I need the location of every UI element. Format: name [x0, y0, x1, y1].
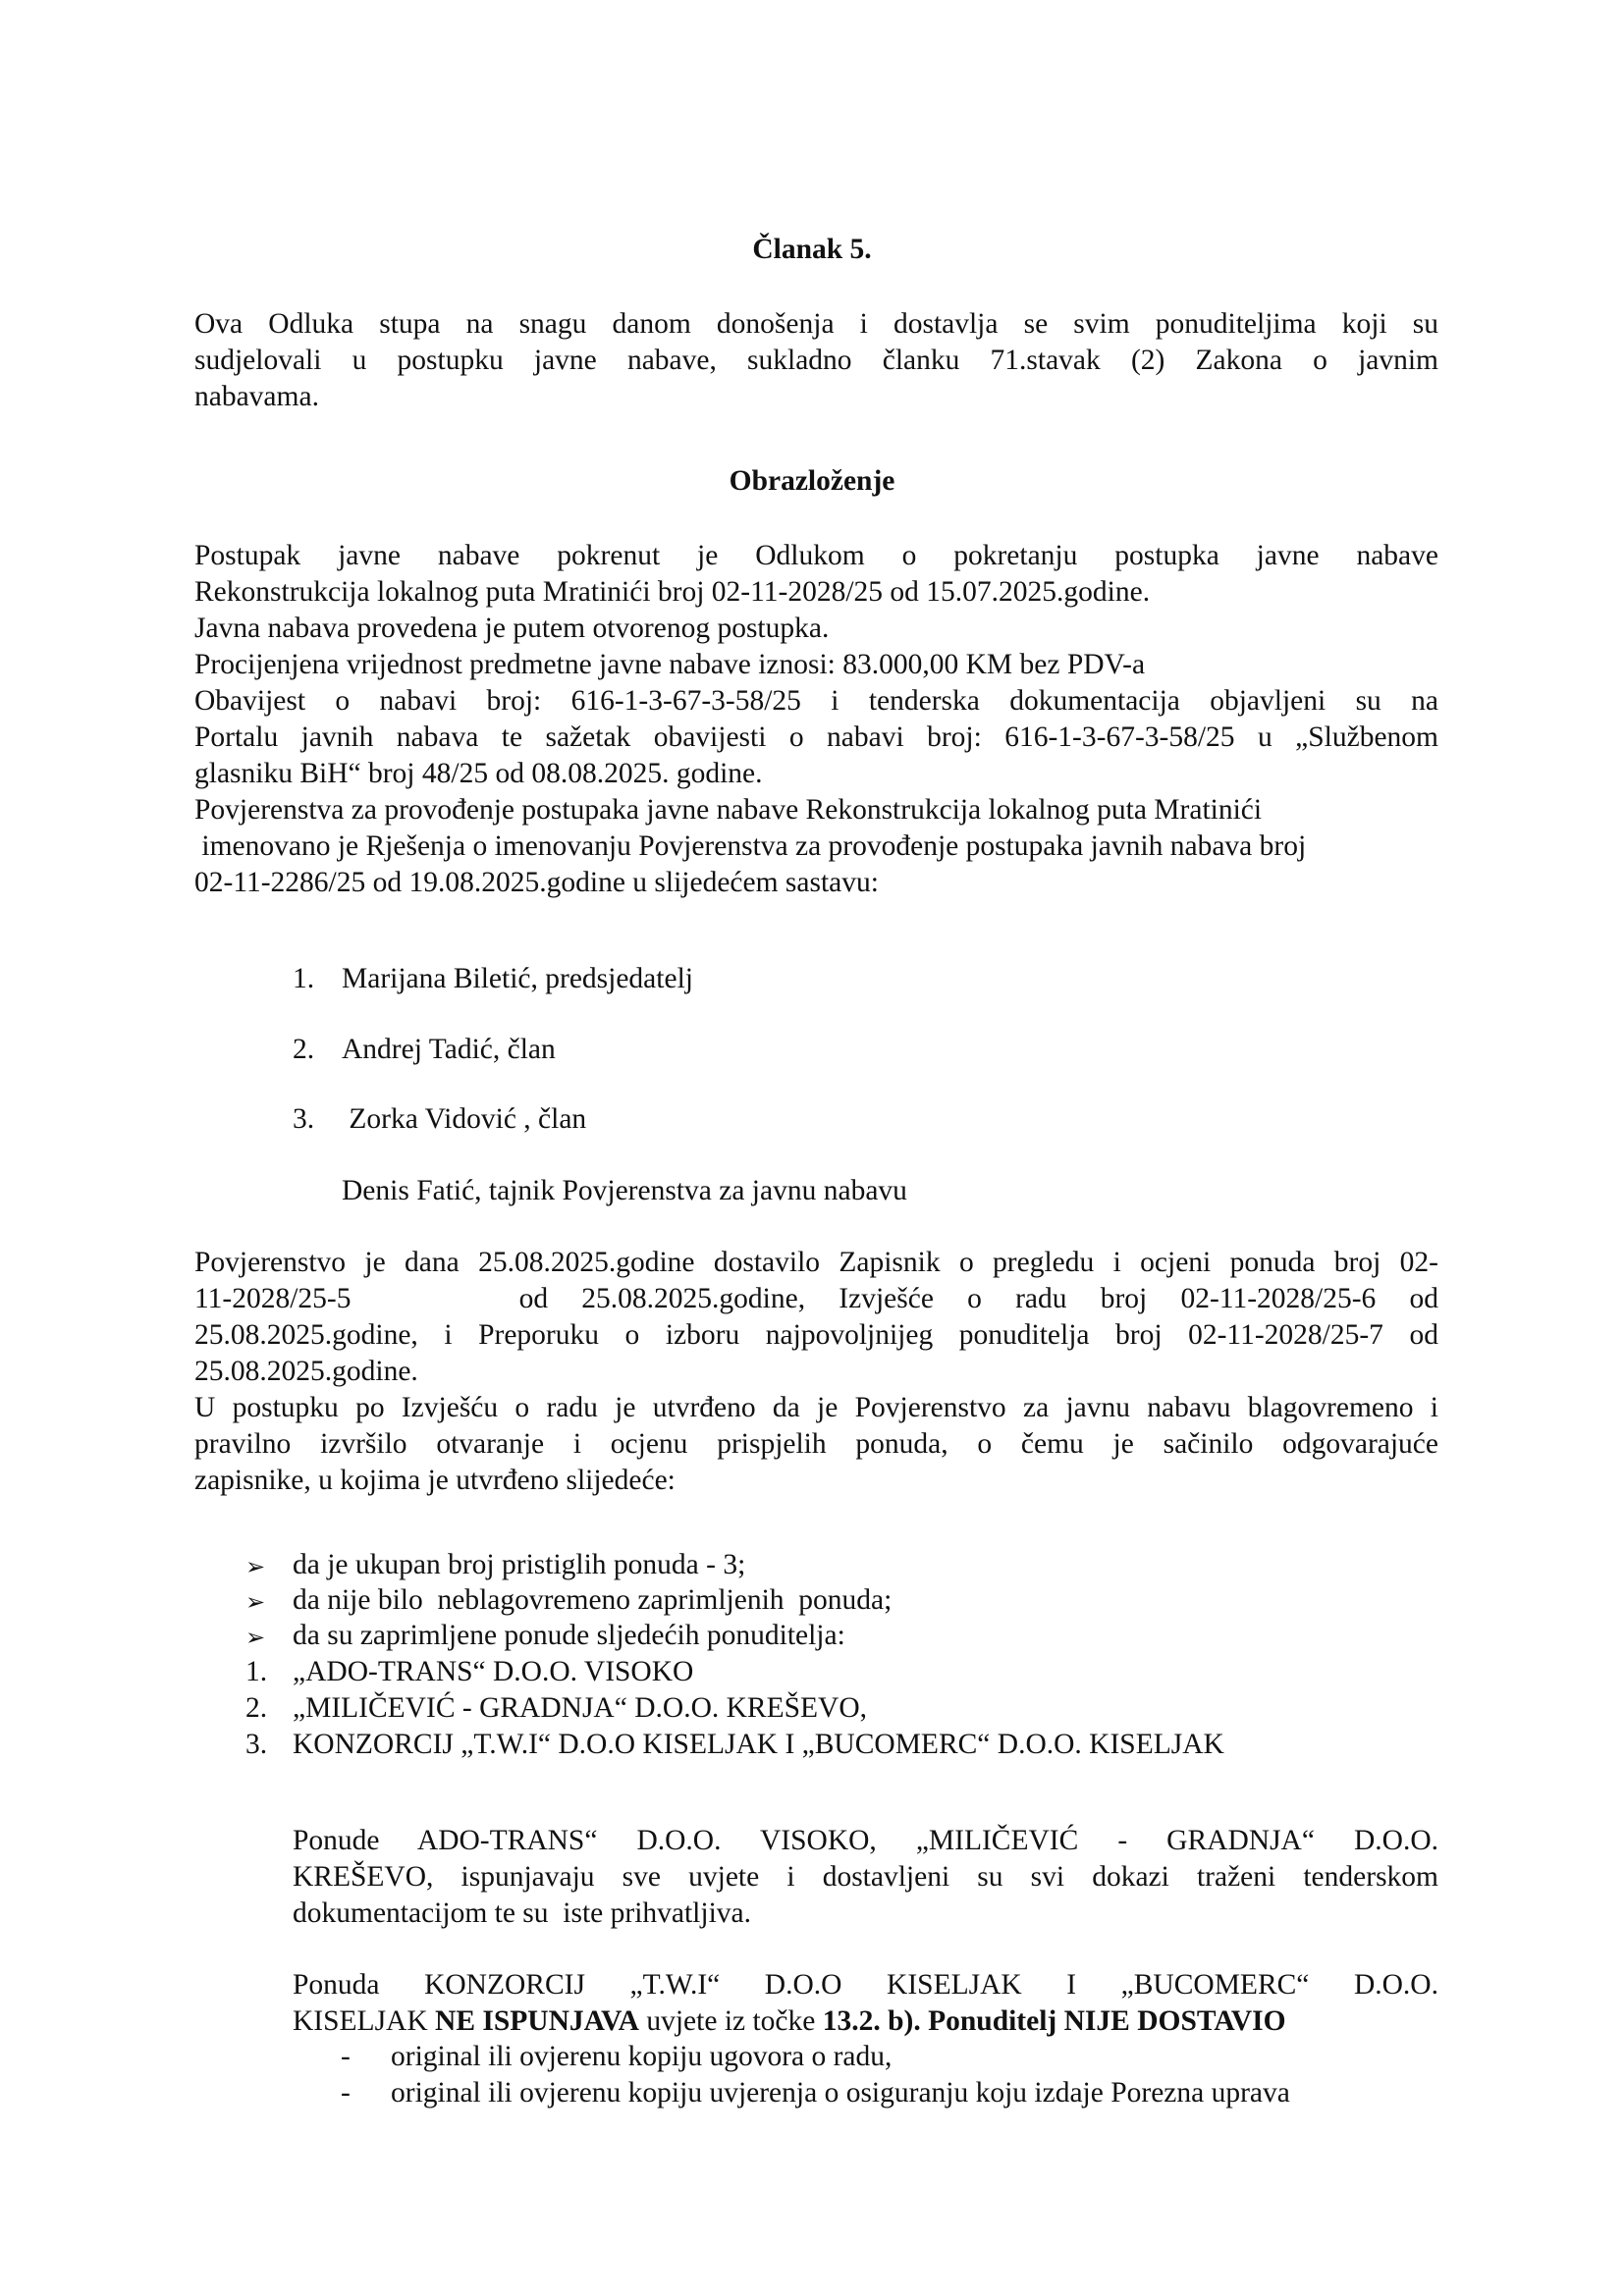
dash-bullet: -	[341, 2041, 351, 2072]
text-line: Ponude ADO-TRANS“ D.O.O. VISOKO, „MILIČEVIĆ - GRADNJA“ D.O.O.	[293, 1825, 1438, 1856]
dash-bullet: -	[341, 2077, 351, 2109]
text-line: zapisnike, u kojima je utvrđeno slijedeće:	[194, 1465, 676, 1496]
list-number: 3.	[245, 1729, 268, 1760]
list-number: 1.	[245, 1656, 268, 1687]
arrow-bullet-icon: ➢	[245, 1626, 266, 1651]
text-line: dokumentacijom te su iste prihvatljiva.	[293, 1897, 751, 1929]
text-line: KREŠEVO, ispunjavaju sve uvjete i dostavljeni su svi dokazi traženi tenderskom	[293, 1861, 1438, 1893]
list-item: original ili ovjerenu kopiju uvjerenja o osiguranju koju izdaje Porezna uprava	[391, 2077, 1290, 2109]
list-number: 1.	[293, 963, 315, 994]
list-number: 2.	[293, 1034, 315, 1065]
list-number: 3.	[293, 1103, 315, 1135]
article-title: Članak 5.	[752, 234, 872, 265]
text-line: imenovano je Rješenja o imenovanju Povjerenstva za provođenje postupaka javnih nabava broj	[194, 830, 1307, 862]
list-item: original ili ovjerenu kopiju ugovora o radu,	[391, 2041, 893, 2072]
emphasis-text: 13.2. b). Ponuditelj NIJE DOSTAVIO	[822, 2005, 1286, 2037]
list-item: Andrej Tadić, član	[342, 1034, 556, 1065]
list-item: „ADO-TRANS“ D.O.O. VISOKO	[293, 1656, 694, 1687]
text-line: glasniku BiH“ broj 48/25 od 08.08.2025. godine.	[194, 758, 763, 789]
text-line: Javna nabava provedena je putem otvorenog postupka.	[194, 613, 830, 644]
text-line: 11-2028/25-5 od 25.08.2025.godine, Izvješće o radu broj 02-11-2028/25-6 od	[194, 1283, 1438, 1314]
list-item: „MILIČEVIĆ - GRADNJA“ D.O.O. KREŠEVO,	[293, 1692, 868, 1724]
list-item: da je ukupan broj pristiglih ponuda - 3;	[293, 1549, 746, 1580]
text-line: Portalu javnih nabava te sažetak obavijesti o nabavi broj: 616-1-3-67-3-58/25 u „Službenom	[194, 721, 1438, 753]
arrow-bullet-icon: ➢	[245, 1555, 266, 1580]
list-item: da nije bilo neblagovremeno zaprimljenih ponuda;	[293, 1584, 893, 1616]
text-line: Postupak javne nabave pokrenut je Odlukom o pokretanju postupka javne nabave	[194, 540, 1438, 571]
text-line: Obavijest o nabavi broj: 616-1-3-67-3-58/25 i tenderska dokumentacija objavljeni su na	[194, 685, 1438, 717]
list-item: KONZORCIJ „T.W.I“ D.O.O KISELJAK I „BUCOMERC“ D.O.O. KISELJAK	[293, 1729, 1224, 1760]
list-item: Marijana Biletić, predsjedatelj	[342, 963, 693, 994]
text-line: 25.08.2025.godine.	[194, 1356, 418, 1387]
text-line: Povjerenstva za provođenje postupaka javne nabave Rekonstrukcija lokalnog puta Mratinići	[194, 794, 1263, 826]
text-fragment: uvjete iz točke	[638, 2005, 823, 2037]
text-line	[293, 2003, 1438, 2040]
secretary-line: Denis Fatić, tajnik Povjerenstva za javnu nabavu	[342, 1175, 907, 1206]
report-paragraph	[194, 1245, 1438, 1499]
rejected-paragraph	[293, 1967, 1438, 2040]
text-line: pravilno izvršilo otvaranje i ocjenu prispjelih ponuda, o čemu je sačinilo odgovarajuće	[194, 1428, 1438, 1460]
list-item: Zorka Vidović , član	[342, 1103, 587, 1135]
text-line: U postupku po Izvješću o radu je utvrđeno da je Povjerenstvo za javnu nabavu blagovremeno i	[194, 1392, 1438, 1423]
text-fragment: KISELJAK	[293, 2005, 436, 2037]
emphasis-text: NE ISPUNJAVA	[435, 2005, 639, 2037]
acceptable-paragraph	[293, 1823, 1438, 1932]
text-line: 02-11-2286/25 od 19.08.2025.godine u slijedećem sastavu:	[194, 867, 879, 898]
text-line: Ponuda KONZORCIJ „T.W.I“ D.O.O KISELJAK I „BUCOMERC“ D.O.O.	[293, 1969, 1438, 2001]
list-number: 2.	[245, 1692, 268, 1724]
text-line: Ova Odluka stupa na snagu danom donošenja i dostavlja se svim ponuditeljima koji su	[194, 308, 1438, 340]
explanation-title: Obrazloženje	[729, 465, 895, 497]
arrow-bullet-icon: ➢	[245, 1590, 266, 1616]
text-line: Povjerenstvo je dana 25.08.2025.godine dostavilo Zapisnik o pregledu i ocjeni ponuda broj 02-	[194, 1247, 1438, 1278]
text-line: Procijenjena vrijednost predmetne javne nabave iznosi: 83.000,00 KM bez PDV-a	[194, 649, 1146, 680]
procedure-paragraph	[194, 538, 1438, 901]
list-item: da su zaprimljene ponude sljedećih ponuditelja:	[293, 1620, 845, 1651]
text-line: Rekonstrukcija lokalnog puta Mratinići broj 02-11-2028/25 od 15.07.2025.godine.	[194, 576, 1151, 608]
article-paragraph	[194, 306, 1438, 415]
text-line: sudjelovali u postupku javne nabave, sukladno članku 71.stavak (2) Zakona o javnim	[194, 345, 1438, 376]
text-line: nabavama.	[194, 381, 319, 412]
text-line: 25.08.2025.godine, i Preporuku o izboru najpovoljnijeg ponuditelja broj 02-11-2028/25-7 od	[194, 1319, 1438, 1351]
